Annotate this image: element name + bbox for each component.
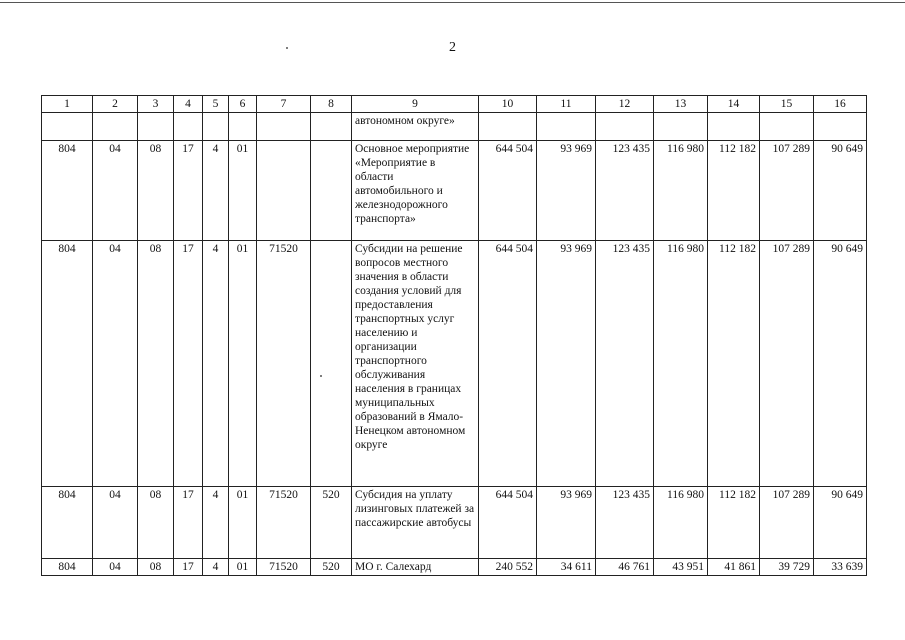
expense-direction-code-cell: 71520 — [257, 487, 311, 559]
amount-year-3-cell: 116 980 — [654, 487, 708, 559]
column-header: 12 — [596, 96, 654, 113]
expense-type-code-cell: 520 — [311, 559, 352, 576]
amount-year-2-cell: 46 761 — [596, 559, 654, 576]
column-header: 11 — [537, 96, 596, 113]
event-code-cell: 01 — [229, 141, 257, 241]
amount-year-2-cell: 123 435 — [596, 487, 654, 559]
amount-year-1-cell: 34 611 — [537, 559, 596, 576]
column-header: 10 — [479, 96, 537, 113]
table-row — [42, 241, 867, 487]
amount-year-1-cell: 93 969 — [537, 487, 596, 559]
expense-type-code-cell — [311, 241, 352, 487]
table-row — [42, 113, 867, 141]
column-header: 9 — [352, 96, 479, 113]
column-header: 13 — [654, 96, 708, 113]
program-code-cell: 17 — [174, 241, 203, 487]
subprogram-code-cell — [203, 113, 229, 141]
table-row — [42, 559, 867, 576]
amount-total-cell: 240 552 — [479, 559, 537, 576]
amount-total-cell: 644 504 — [479, 487, 537, 559]
amount-year-6-cell: 90 649 — [814, 241, 867, 487]
amount-year-4-cell: 112 182 — [708, 487, 760, 559]
subprogram-code-cell: 4 — [203, 559, 229, 576]
amount-year-3-cell: 43 951 — [654, 559, 708, 576]
amount-year-3-cell — [654, 113, 708, 141]
event-code-cell: 01 — [229, 487, 257, 559]
page-top-edge — [0, 2, 905, 3]
expense-direction-code-cell — [257, 113, 311, 141]
subprogram-code-cell: 4 — [203, 487, 229, 559]
column-header: 5 — [203, 96, 229, 113]
header-row — [42, 96, 867, 113]
amount-year-1-cell: 93 969 — [537, 241, 596, 487]
column-header: 3 — [138, 96, 174, 113]
table-row — [42, 487, 867, 559]
column-header: 1 — [42, 96, 93, 113]
column-header: 16 — [814, 96, 867, 113]
expense-direction-code-cell: 71520 — [257, 241, 311, 487]
section-code-cell — [93, 113, 138, 141]
amount-total-cell: 644 504 — [479, 141, 537, 241]
amount-total-cell: 644 504 — [479, 241, 537, 487]
subsection-code-cell: 08 — [138, 241, 174, 487]
amount-year-2-cell: 123 435 — [596, 241, 654, 487]
subsection-code-cell: 08 — [138, 559, 174, 576]
expense-type-code-cell — [311, 113, 352, 141]
ministry-code-cell: 804 — [42, 241, 93, 487]
amount-total-cell — [479, 113, 537, 141]
amount-year-1-cell: 93 969 — [537, 141, 596, 241]
column-header: 15 — [760, 96, 814, 113]
item-name-cell: Основное мероприятие «Мероприятие в области автомобильного и железнодорожного транспорта» — [352, 141, 479, 241]
amount-year-6-cell — [814, 113, 867, 141]
subprogram-code-cell: 4 — [203, 241, 229, 487]
column-header: 2 — [93, 96, 138, 113]
expense-type-code-cell — [311, 141, 352, 241]
item-name-cell: Субсидия на уплату лизинговых платежей за пассажирские автобусы — [352, 487, 479, 559]
subsection-code-cell — [138, 113, 174, 141]
amount-year-4-cell: 41 861 — [708, 559, 760, 576]
budget-table — [41, 95, 867, 576]
amount-year-5-cell: 107 289 — [760, 141, 814, 241]
amount-year-4-cell: 112 182 — [708, 241, 760, 487]
item-name-cell: Субсидии на решение вопросов местного значения в области создания условий для предоставления транспортных услуг населению и организации транспортного обслуживания населения в границах муниципальных образований в Ямало-Ненецком автономном округе — [352, 241, 479, 487]
column-header: 4 — [174, 96, 203, 113]
ministry-code-cell: 804 — [42, 559, 93, 576]
expense-direction-code-cell: 71520 — [257, 559, 311, 576]
column-header: 14 — [708, 96, 760, 113]
amount-year-6-cell: 90 649 — [814, 487, 867, 559]
amount-year-5-cell: 107 289 — [760, 487, 814, 559]
amount-year-1-cell — [537, 113, 596, 141]
program-code-cell: 17 — [174, 559, 203, 576]
column-header: 7 — [257, 96, 311, 113]
amount-year-2-cell — [596, 113, 654, 141]
event-code-cell: 01 — [229, 559, 257, 576]
page-number: 2 — [449, 40, 456, 55]
subsection-code-cell: 08 — [138, 141, 174, 241]
amount-year-5-cell: 39 729 — [760, 559, 814, 576]
amount-year-3-cell: 116 980 — [654, 141, 708, 241]
amount-year-5-cell — [760, 113, 814, 141]
amount-year-4-cell — [708, 113, 760, 141]
subprogram-code-cell: 4 — [203, 141, 229, 241]
expense-type-code-cell: 520 — [311, 487, 352, 559]
section-code-cell: 04 — [93, 141, 138, 241]
ministry-code-cell — [42, 113, 93, 141]
amount-year-6-cell: 90 649 — [814, 141, 867, 241]
amount-year-3-cell: 116 980 — [654, 241, 708, 487]
column-header: 8 — [311, 96, 352, 113]
section-code-cell: 04 — [93, 559, 138, 576]
section-code-cell: 04 — [93, 487, 138, 559]
amount-year-5-cell: 107 289 — [760, 241, 814, 487]
amount-year-4-cell: 112 182 — [708, 141, 760, 241]
program-code-cell — [174, 113, 203, 141]
section-code-cell: 04 — [93, 241, 138, 487]
amount-year-6-cell: 33 639 — [814, 559, 867, 576]
table-row — [42, 141, 867, 241]
expense-direction-code-cell — [257, 141, 311, 241]
subsection-code-cell: 08 — [138, 487, 174, 559]
item-name-cell: МО г. Салехард — [352, 559, 479, 576]
ministry-code-cell: 804 — [42, 487, 93, 559]
program-code-cell: 17 — [174, 487, 203, 559]
event-code-cell — [229, 113, 257, 141]
ministry-code-cell: 804 — [42, 141, 93, 241]
column-header: 6 — [229, 96, 257, 113]
item-name-cell: автономном округе» — [352, 113, 479, 141]
amount-year-2-cell: 123 435 — [596, 141, 654, 241]
event-code-cell: 01 — [229, 241, 257, 487]
program-code-cell: 17 — [174, 141, 203, 241]
scan-speck — [286, 47, 288, 49]
